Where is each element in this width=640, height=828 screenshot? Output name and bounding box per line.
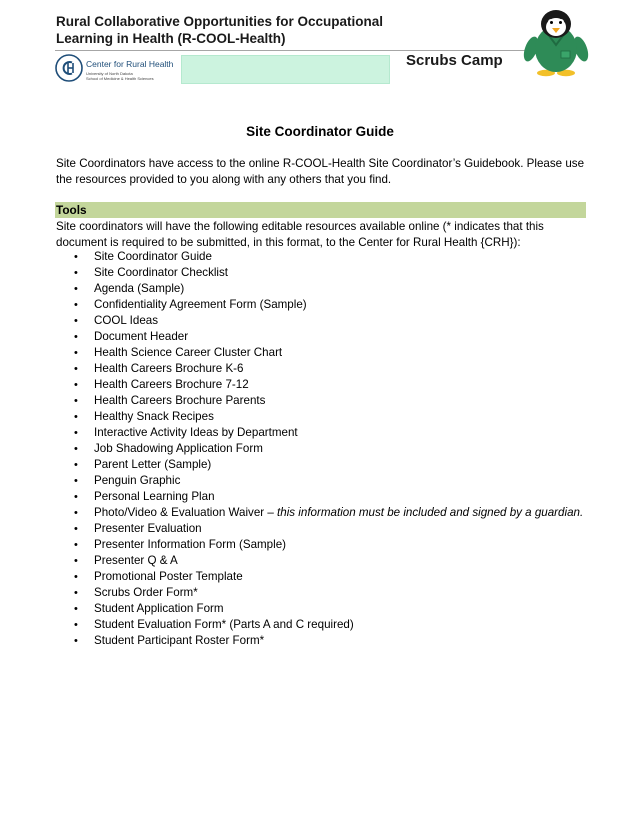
resource-label: Site Coordinator Checklist <box>94 266 229 279</box>
resource-item <box>56 329 596 345</box>
resource-label: Student Participant Roster Form* <box>94 634 265 647</box>
resource-item <box>56 585 596 601</box>
intro-paragraph: Site Coordinators have access to the online R-COOL-Health Site Coordinator’s Guidebook. Please use the resources provided to you along with any others that you find. <box>56 157 585 186</box>
resource-item <box>56 505 596 521</box>
resource-item <box>56 633 596 649</box>
tools-intro-paragraph: Site coordinators will have the following editable resources available online (* indicates that this document is required to be submitted, in this format, to the Center for Rural Health {CRH}): <box>56 220 544 249</box>
bullet-icon: • <box>74 539 78 551</box>
resource-item <box>56 521 596 537</box>
bullet-icon: • <box>74 283 78 295</box>
resource-label: Health Careers Brochure Parents <box>94 394 266 407</box>
bullet-icon: • <box>74 523 78 535</box>
resource-item <box>56 457 596 473</box>
resource-item <box>56 297 596 313</box>
bullet-icon: • <box>74 475 78 487</box>
resource-item <box>56 377 596 393</box>
resource-label: Agenda (Sample) <box>94 282 185 295</box>
bullet-icon: • <box>74 363 78 375</box>
bullet-icon: • <box>74 507 78 519</box>
crh-logo-sub2: School of Medicine & Health Sciences <box>86 76 154 81</box>
bullet-icon: • <box>74 587 78 599</box>
resource-label: Student Evaluation Form* (Parts A and C required) <box>94 618 354 631</box>
resource-item <box>56 473 596 489</box>
bullet-icon: • <box>74 443 78 455</box>
bullet-icon: • <box>74 315 78 327</box>
bullet-icon: • <box>74 331 78 343</box>
resource-item <box>56 281 596 297</box>
resource-item <box>56 569 596 585</box>
resource-note: this information must be included and signed by a guardian. <box>277 506 584 519</box>
resource-label: Health Careers Brochure K-6 <box>94 362 244 375</box>
resource-label: Photo/Video & Evaluation Waiver – <box>94 506 278 519</box>
resource-label: Promotional Poster Template <box>94 570 243 583</box>
resource-item <box>56 409 596 425</box>
resource-label: Penguin Graphic <box>94 474 181 487</box>
resource-label: Healthy Snack Recipes <box>94 410 214 423</box>
bullet-icon: • <box>74 427 78 439</box>
resource-label: Document Header <box>94 330 189 343</box>
resource-item <box>56 361 596 377</box>
resource-item <box>56 425 596 441</box>
bullet-icon: • <box>74 267 78 279</box>
bullet-icon: • <box>74 347 78 359</box>
crh-logo-name: Center for Rural Health <box>86 59 174 69</box>
resource-item <box>56 345 596 361</box>
crh-logo-icon <box>55 54 83 82</box>
resource-label: Health Careers Brochure 7-12 <box>94 378 249 391</box>
resource-item <box>56 601 596 617</box>
resource-label: Job Shadowing Application Form <box>94 442 263 455</box>
bullet-icon: • <box>74 299 78 311</box>
resource-label: Site Coordinator Guide <box>94 250 212 263</box>
tools-heading: Tools <box>55 202 586 218</box>
resource-label: Presenter Evaluation <box>94 522 202 535</box>
resource-label: Scrubs Order Form* <box>94 586 198 599</box>
bullet-icon: • <box>74 411 78 423</box>
bullet-icon: • <box>74 395 78 407</box>
resource-label: COOL Ideas <box>94 314 159 327</box>
bullet-icon: • <box>74 619 78 631</box>
resource-label: Presenter Information Form (Sample) <box>94 538 287 551</box>
resource-item <box>56 249 596 265</box>
resource-item <box>56 617 596 633</box>
camp-label: Scrubs Camp <box>406 52 503 69</box>
resource-item <box>56 553 596 569</box>
bullet-icon: • <box>74 571 78 583</box>
resource-item <box>56 441 596 457</box>
resource-item <box>56 265 596 281</box>
resource-item <box>56 393 596 409</box>
bullet-icon: • <box>74 251 78 263</box>
bullet-icon: • <box>74 491 78 503</box>
header-divider <box>55 50 525 51</box>
resource-item <box>56 489 596 505</box>
bullet-icon: • <box>74 555 78 567</box>
bullet-icon: • <box>74 379 78 391</box>
crh-logo-sub1: University of North Dakota <box>86 71 133 76</box>
resource-item <box>56 537 596 553</box>
resource-label: Student Application Form <box>94 602 224 615</box>
resource-label: Health Science Career Cluster Chart <box>94 346 283 359</box>
resource-label: Presenter Q & A <box>94 554 178 567</box>
bullet-icon: • <box>74 603 78 615</box>
resource-list <box>56 249 596 649</box>
header-mint-box <box>181 55 390 84</box>
header-title-line2: Learning in Health (R-COOL-Health) <box>56 31 286 46</box>
resource-item <box>56 313 596 329</box>
bullet-icon: • <box>74 459 78 471</box>
header-title <box>56 13 416 47</box>
resource-label: Parent Letter (Sample) <box>94 458 212 471</box>
crh-logo <box>55 54 173 84</box>
resource-label: Interactive Activity Ideas by Department <box>94 426 298 439</box>
header-title-line1: Rural Collaborative Opportunities for Occupational <box>56 14 384 29</box>
bullet-icon: • <box>74 635 78 647</box>
document-title: Site Coordinator Guide <box>246 124 394 139</box>
resource-label: Personal Learning Plan <box>94 490 215 503</box>
resource-label: Confidentiality Agreement Form (Sample) <box>94 298 307 311</box>
penguin-mascot-icon <box>520 7 592 77</box>
